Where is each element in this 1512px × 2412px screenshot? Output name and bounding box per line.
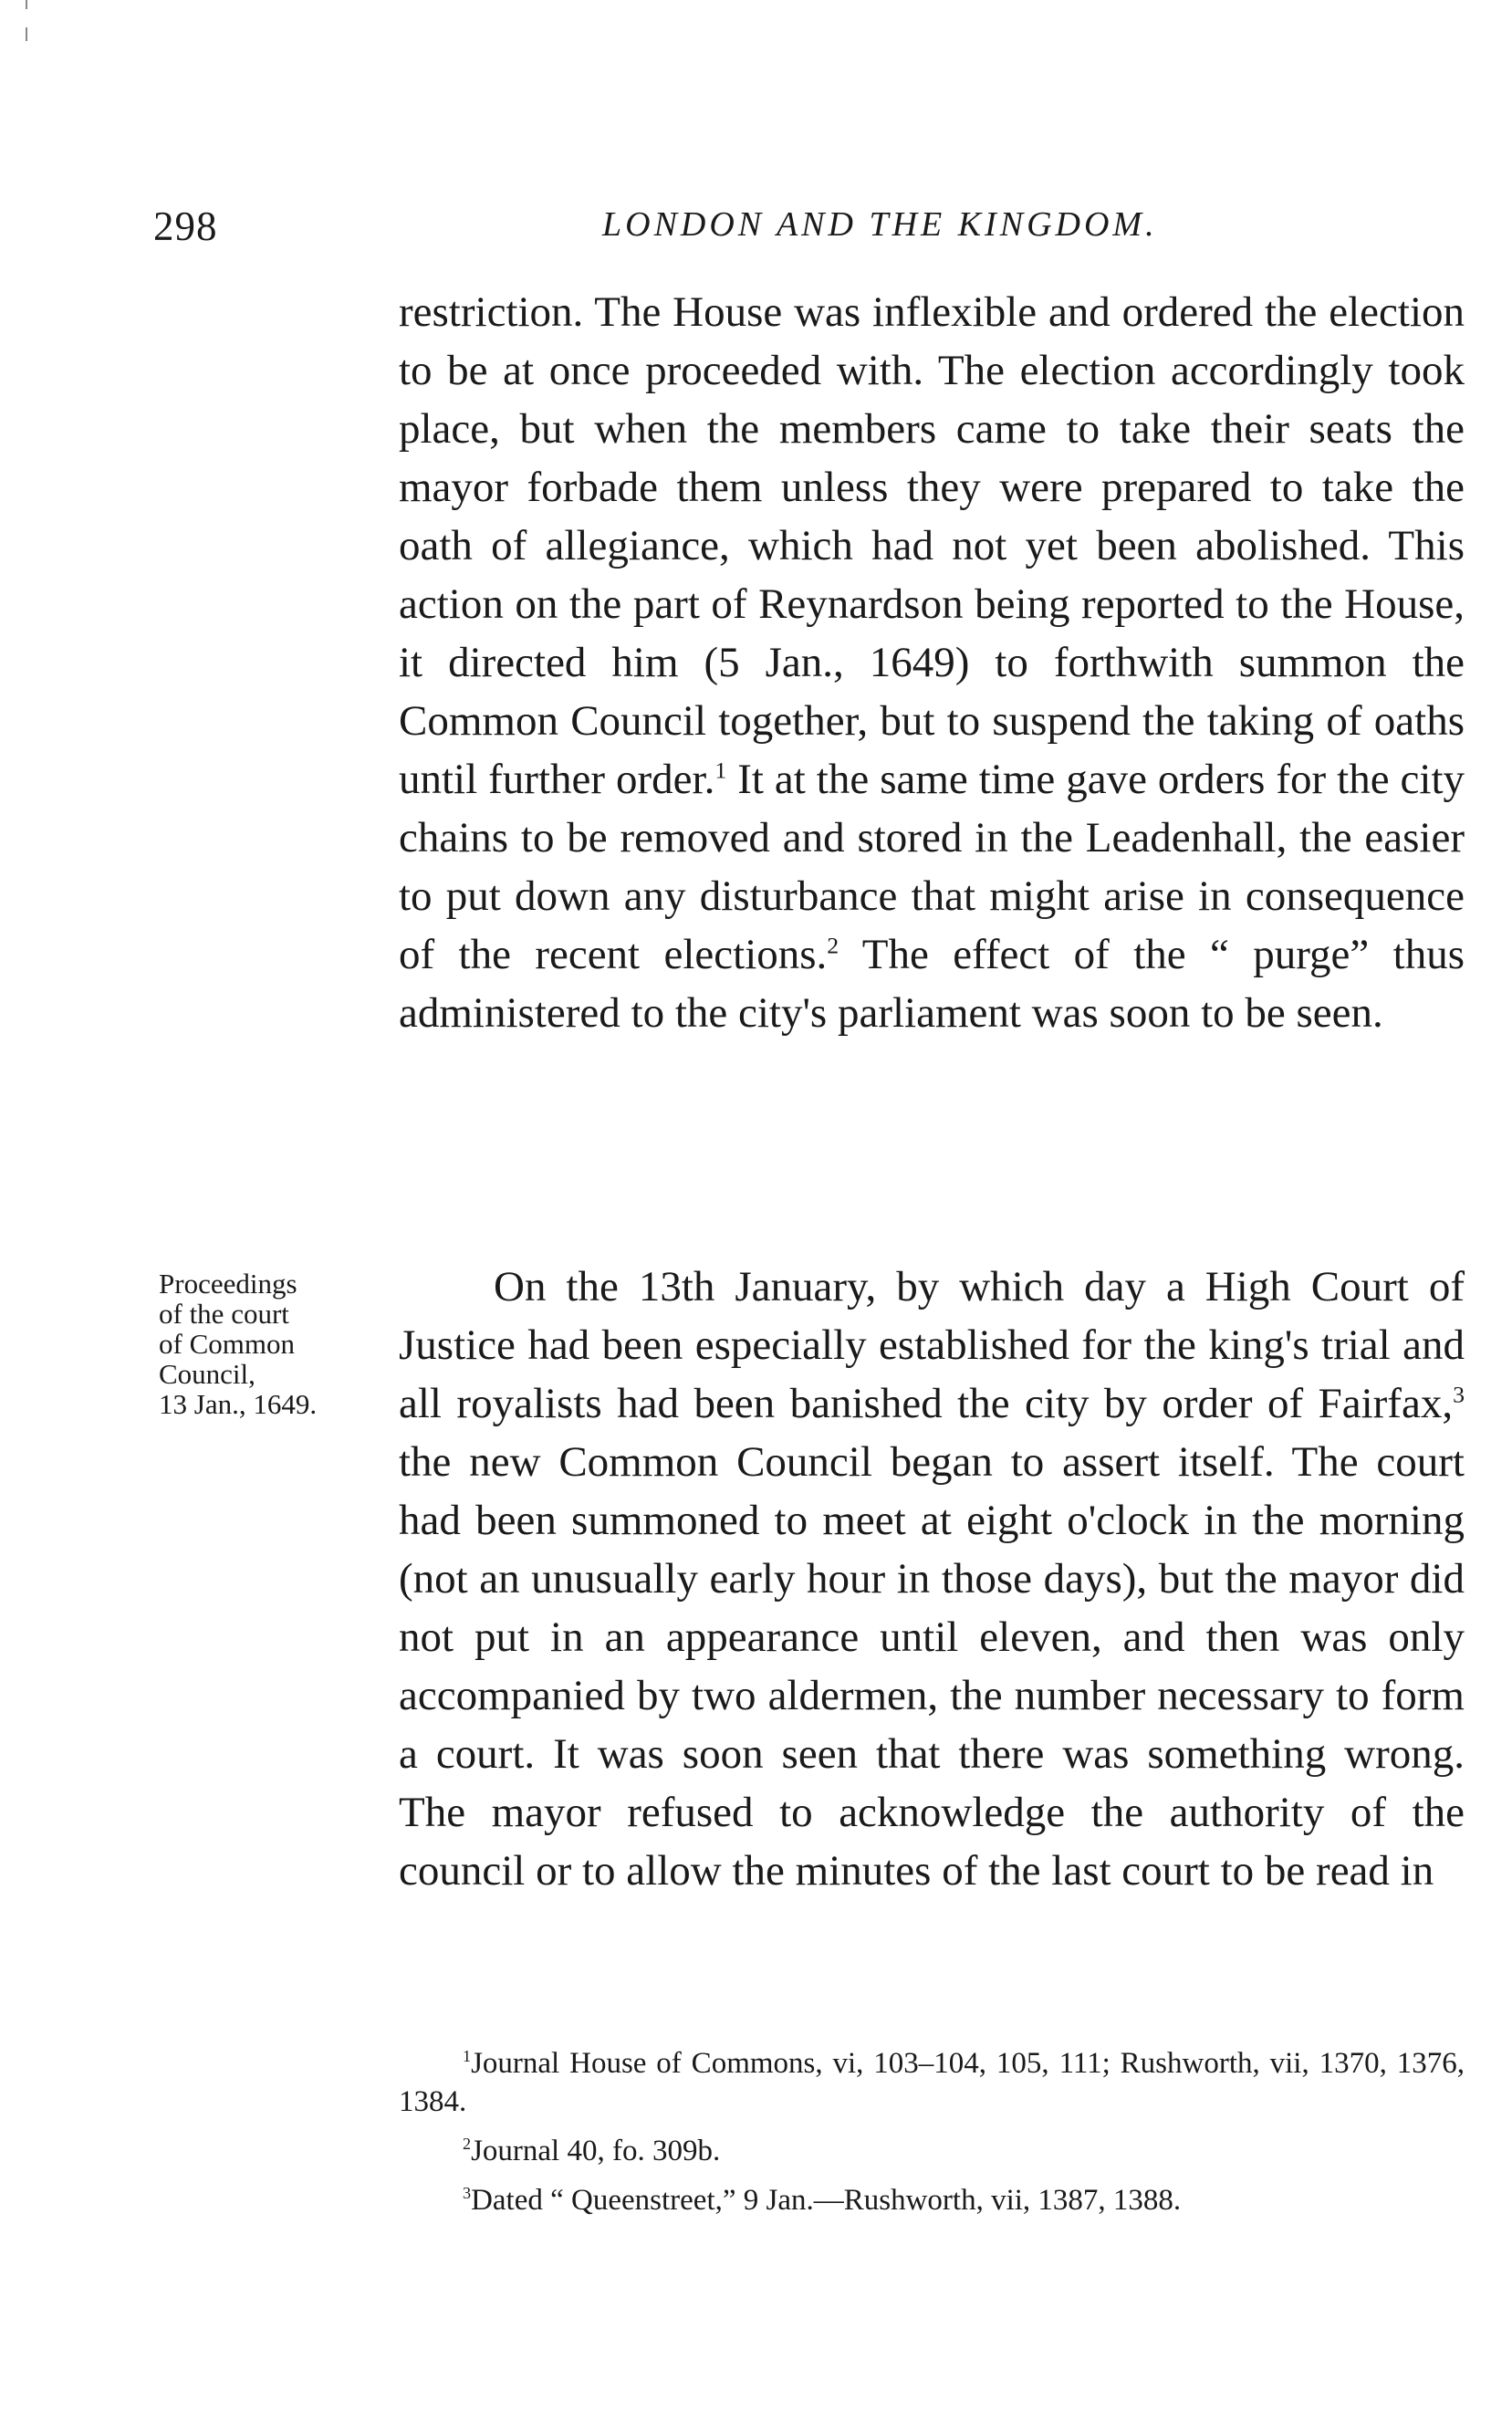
body-paragraph-1: [399, 283, 1465, 1042]
footnote-1: [399, 2044, 1465, 2121]
sidenote-line: 13 Jan., 1649.: [159, 1388, 318, 1420]
footnote-3: [399, 2181, 1465, 2219]
paragraph-1-text: restriction. The House was inflexible and ordered the election to be at once proceeded with. The election accordingly took place, but when the members came to take their seats the mayor forbade them unless they were prepared to take the oath of allegiance, which had not yet been abolished. This action on the part of Reynardson being reported to the House, it directed him (5 Jan., 1649) to forthwith summon the Common Council together, but to suspend the taking of oaths until further order.: [399, 288, 1465, 803]
page-number: 298: [153, 204, 218, 249]
footnote-text: Dated “ Queenstreet,” 9 Jan.—Rushworth, vii, 1387, 1388.: [471, 2184, 1182, 2217]
marginal-sidenote: [159, 1269, 398, 1419]
footnote-marker: 3: [463, 2184, 472, 2202]
footnote-text: Journal 40, fo. 309b.: [471, 2135, 721, 2167]
footnotes: [399, 2044, 1465, 2230]
running-head: LONDON AND THE KINGDOM.: [602, 205, 1158, 244]
scan-edge-mark: [26, 0, 27, 64]
paragraph-2-text: On the 13th January, by which day a High Court of Justice had been especially established for the king's trial and all royalists had been banished the city by order of Fairfax,: [399, 1263, 1465, 1427]
sidenote-line: Proceedings: [159, 1268, 297, 1300]
footnote-marker: 1: [463, 2047, 472, 2065]
footnote-ref-3: 3: [1453, 1381, 1465, 1408]
body-paragraph-2: [399, 1258, 1465, 1900]
footnote-2: [399, 2132, 1465, 2170]
sidenote-line: of Common: [159, 1328, 295, 1360]
footnote-ref-1: 1: [714, 757, 727, 784]
paragraph-1-continuation: It at the same time gave orders for the city chains to be removed and stored in the Leadenhall, the easier to put down any disturbance that might arise in consequence of the recent elections.: [399, 756, 1465, 978]
paragraph-1-end: The effect of the “ purge” thus administered to the city's parliament was soon to be seen.: [399, 931, 1465, 1037]
sidenote-line: of the court: [159, 1298, 289, 1330]
paragraph-2-end: the new Common Council began to assert itself. The court had been summoned to meet at eight o'clock in the morning (not an unusually early hour in those days), but the mayor did not put in an appearance until eleven, and then was only accompanied by two aldermen, the number necessary to form a court. It was soon seen that there was something wrong. The mayor refused to acknowledge the authority of the council or to allow the minutes of the last court to be read in: [399, 1438, 1465, 1895]
sidenote-line: Council,: [159, 1358, 255, 1390]
footnote-text: Journal House of Commons, vi, 103–104, 105, 111; Rushworth, vii, 1370, 1376, 1384.: [399, 2047, 1465, 2118]
footnote-marker: 2: [463, 2135, 472, 2153]
footnote-ref-2: 2: [827, 932, 839, 959]
